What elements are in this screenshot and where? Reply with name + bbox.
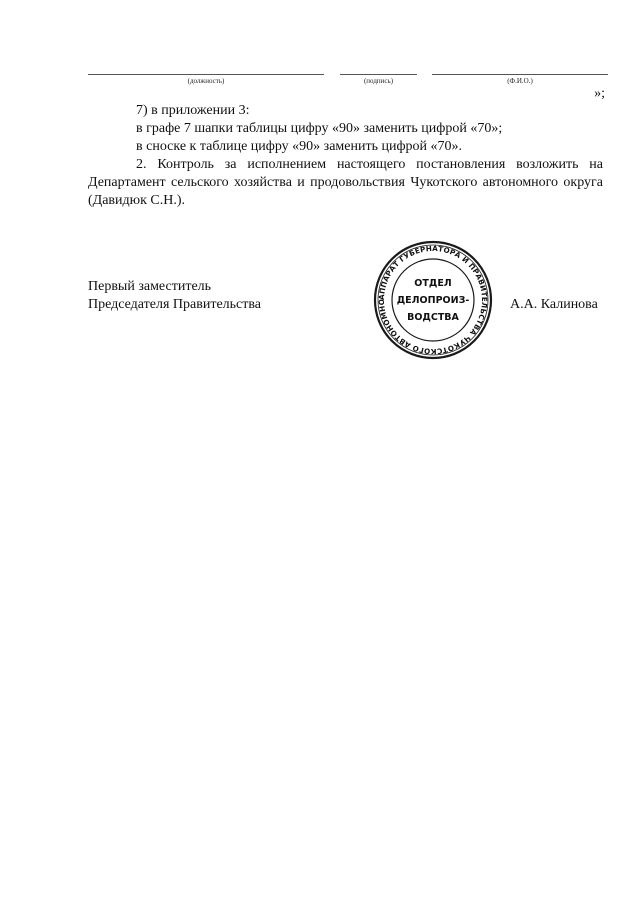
stamp-line1: ОТДЕЛ	[414, 278, 452, 289]
paragraph-control: 2. Контроль за исполнением настоящего постановления возложить на Департамент сельского хозяйства и продовольствия Чукотского автономного округа (Давидюк С.Н.).	[88, 157, 603, 208]
stamp-line2: ДЕЛОПРОИЗ-	[396, 295, 470, 306]
position-caption: (должность)	[187, 77, 225, 85]
signer-title-line2: Председателя Правительства	[88, 297, 262, 312]
official-stamp	[368, 240, 498, 360]
fio-line	[432, 74, 608, 75]
signer-title	[88, 278, 261, 314]
closing-quote-mark: »;	[594, 86, 605, 101]
stamp-ring-text: АППАРАТ ГУБЕРНАТОРА И ПРАВИТЕЛЬСТВА ЧУКОТСКОГО АВТОНОМНО	[376, 243, 490, 357]
stamp-seal-icon	[368, 240, 498, 360]
amendment-text	[88, 102, 603, 210]
signer-title-line1: Первый заместитель	[88, 279, 212, 294]
paragraph-column-7: в графе 7 шапки таблицы цифру «90» заменить цифрой «70»;	[136, 121, 503, 136]
stamp-line3: ВОДСТВА	[407, 312, 459, 323]
fio-caption: (Ф.И.О.)	[507, 77, 533, 85]
signature-caption: (подпись)	[363, 77, 394, 85]
position-line	[88, 74, 324, 75]
paragraph-appendix: 7) в приложении 3:	[136, 103, 250, 118]
paragraph-footnote: в сноске к таблице цифру «90» заменить цифрой «70».	[136, 139, 463, 154]
signature-line	[340, 74, 417, 75]
signer-name: А.А. Калинова	[510, 297, 598, 312]
